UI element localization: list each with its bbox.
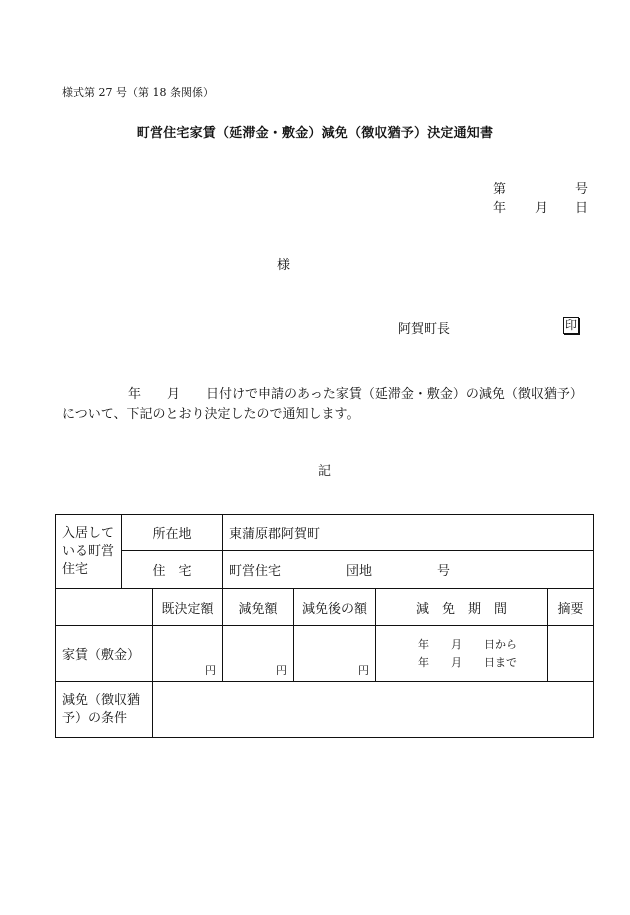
table-row-rent [56,626,594,682]
yen-decided[interactable]: 円 [153,626,223,682]
yen-after[interactable]: 円 [294,626,376,682]
form-number: 様式第 27 号（第 18 条関係） [62,86,214,99]
yen-reduction[interactable]: 円 [223,626,294,682]
col-header-period: 減 免 期 間 [376,589,548,626]
col-header-decided: 既決定額 [153,589,223,626]
table-row-location [56,515,594,551]
col-header-remarks: 摘要 [548,589,594,626]
col-header-after: 減免後の額 [294,589,376,626]
table-row-house [56,551,594,589]
date-day: 日 [575,201,589,216]
ki-label: 記 [318,464,332,479]
date-year: 年 [493,201,507,216]
location-label: 所在地 [122,515,223,551]
conditions-label: 減免（徴収猶予）の条件 [56,682,153,738]
house-value: 町営住宅 団地 号 [223,551,594,589]
period-from: 年 月 日から [418,637,518,651]
seal-mark: 印 [564,318,577,332]
table-row-conditions [56,682,594,738]
body-text-line2: について、下記のとおり決定したので通知します。 [62,407,360,422]
location-value: 東蒲原郡阿賀町 [223,515,594,551]
period-to: 年 月 日まで [418,655,518,669]
issuer-name: 阿賀町長 [398,322,451,337]
document-title: 町営住宅家賃（延滞金・敷金）減免（徴収猶予）決定通知書 [136,126,494,141]
rent-label: 家賃（敷金） [56,626,153,682]
remarks-cell[interactable] [548,626,594,682]
house-label: 住 宅 [122,551,223,589]
blank-header-cell [56,589,153,626]
body-text-line1: 年 月 日付けで申請のあった家賃（延滞金・敷金）の減免（徴収猶予） [128,387,583,402]
date-month: 月 [535,201,549,216]
doc-number-go: 号 [575,182,589,197]
table-row-headers [56,589,594,626]
addressee-suffix: 様 [277,258,291,273]
col-header-reduction: 減免額 [223,589,294,626]
conditions-value[interactable] [153,682,594,738]
residence-header: 入居している町営住宅 [56,515,122,589]
doc-number-dai: 第 [493,182,507,197]
decision-table [55,514,594,738]
period-cell[interactable] [376,626,548,682]
